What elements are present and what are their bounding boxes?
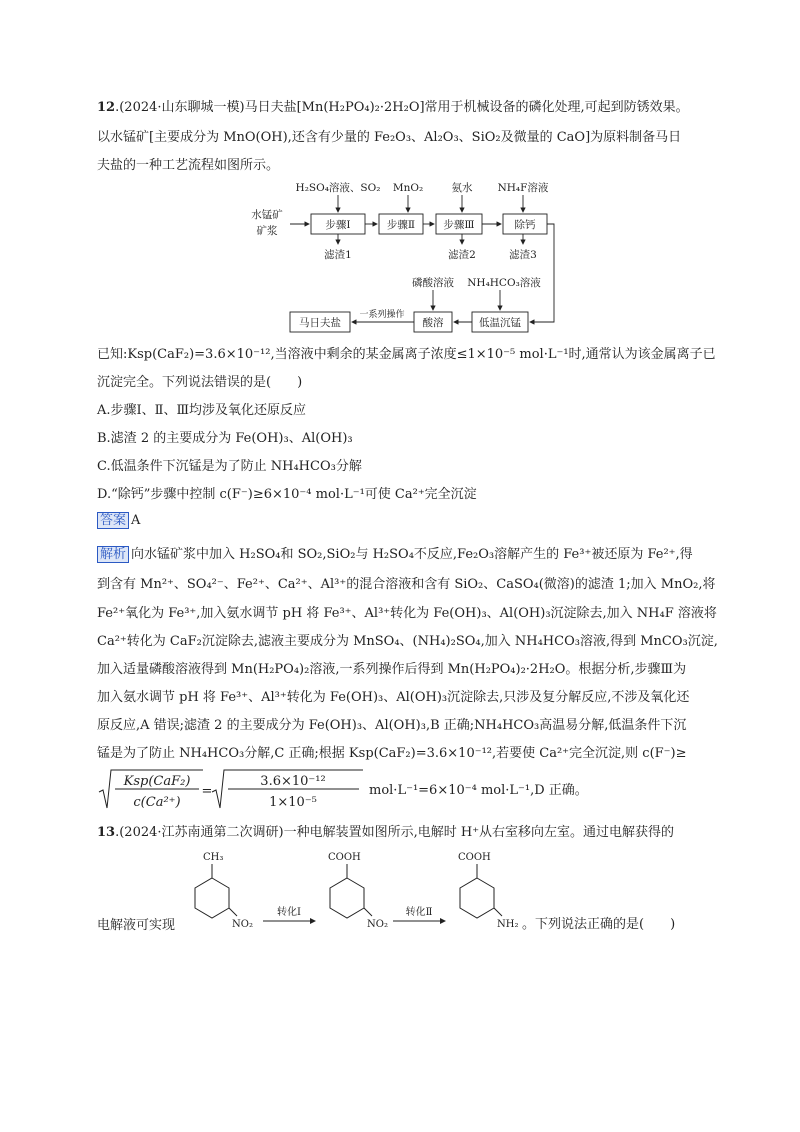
flow-residue-2: 滤渣2	[448, 249, 476, 261]
analysis-line-8: 锰是为了防止 NH₄HCO₃分解,C 正确;根据 Ksp(CaF₂)=3.6×10⁻¹²,若要使 Ca²⁺完全沉淀,则 c(F⁻)≥	[97, 746, 687, 761]
formula-denominator-1: c(Ca²⁺)	[133, 795, 181, 810]
flow-reagent-2: MnO₂	[392, 182, 424, 194]
analysis-line-1	[97, 544, 707, 565]
molecule-3	[460, 864, 502, 918]
flow-step3-label: 步骤Ⅲ	[443, 219, 475, 231]
flow-residue-3: 滤渣3	[509, 249, 537, 261]
flow-reagent-1: H₂SO₄溶液、SO₂	[295, 182, 381, 194]
q12-option-b: B.滤渣 2 的主要成分为 Fe(OH)₃、Al(OH)₃	[97, 431, 353, 446]
flow-series-op: 一系列操作	[359, 310, 405, 320]
q12-source: .(2024·山东聊城一模)	[115, 100, 245, 115]
q13-stem: .(2024·江苏南通第二次调研)一种电解装置如图所示,电解时 H⁺从右室移向左室。通过电解获得的	[115, 825, 675, 840]
flow-bottom-reagent-2: NH₄HCO₃溶液	[467, 277, 541, 289]
formula-tail: mol·L⁻¹=6×10⁻⁴ mol·L⁻¹,D 正确。	[369, 783, 588, 798]
svg-text:=: =	[201, 784, 213, 799]
flow-reagent-3: 氨水	[451, 182, 473, 194]
ksp-formula	[97, 768, 588, 814]
group-cooh-2: COOH	[458, 852, 491, 863]
analysis-line-5: 加入适量磷酸溶液得到 Mn(H₂PO₄)₂溶液,一系列操作后得到 Mn(H₂PO₄)₂·2H₂O。根据分析,步骤Ⅲ为	[97, 662, 687, 677]
formula-numerator-2: 3.6×10⁻¹²	[260, 774, 326, 789]
analysis-line-7: 原反应,A 错误;滤渣 2 的主要成分为 Fe(OH)₃、Al(OH)₃,B 正确;NH₄HCO₃高温易分解,低温条件下沉	[97, 718, 687, 733]
q12-option-a: A.步骤Ⅰ、Ⅱ、Ⅲ均涉及氧化还原反应	[97, 403, 307, 418]
flow-lowtemp-label: 低温沉锰	[479, 317, 521, 329]
flow-residue-1: 滤渣1	[324, 249, 352, 261]
group-cooh-1: COOH	[328, 852, 361, 863]
q12-given-line1: 已知:Ksp(CaF₂)=3.6×10⁻¹²,当溶液中剩余的某金属离子浓度≤1×10⁻⁵ mol·L⁻¹时,通常认为该金属离子已	[97, 347, 716, 362]
q12-number: 12	[97, 100, 116, 115]
group-nh2: NH₂	[497, 919, 519, 930]
q12-answer-line	[97, 510, 707, 531]
answer-value: A	[131, 513, 141, 528]
process-flowchart	[240, 178, 570, 338]
flow-step4-label: 除钙	[514, 219, 536, 231]
flow-step2-label: 步骤Ⅱ	[386, 219, 416, 231]
analysis-tag: 解析	[97, 546, 129, 563]
analysis-text-1: 向水锰矿浆中加入 H₂SO₄和 SO₂,SiO₂与 H₂SO₄不反应,Fe₂O₃溶解产生的 Fe³⁺被还原为 Fe²⁺,得	[131, 547, 693, 562]
formula-denominator-2: 1×10⁻⁵	[269, 795, 317, 810]
q13-line1	[97, 822, 707, 843]
analysis-line-3: Fe²⁺氧化为 Fe³⁺,加入氨水调节 pH 将 Fe³⁺、Al³⁺转化为 Fe(OH)₃、Al(OH)₃沉淀除去,加入 NH₄F 溶液将	[97, 606, 717, 621]
flow-product-label: 马日夫盐	[299, 317, 341, 329]
molecule-2	[330, 864, 372, 918]
q13-suffix: 。下列说法正确的是( )	[522, 917, 676, 932]
flow-raw-1: 水锰矿	[251, 209, 283, 221]
q13-number: 13	[97, 825, 116, 840]
q12-line2: 以水锰矿[主要成分为 MnO(OH),还含有少量的 Fe₂O₃、Al₂O₃、SiO₂及微量的 CaO]为原料制备马日	[97, 130, 682, 145]
analysis-line-4: Ca²⁺转化为 CaF₂沉淀除去,滤液主要成分为 MnSO₄、(NH₄)₂SO₄,加入 NH₄HCO₃溶液,得到 MnCO₃沉淀,	[97, 634, 718, 649]
flow-raw-2: 矿浆	[256, 225, 278, 237]
flow-bottom-reagent-1: 磷酸溶液	[412, 277, 454, 289]
molecule-1	[195, 864, 237, 918]
flow-acid-label: 酸溶	[422, 317, 444, 329]
q12-stem: 马日夫盐[Mn(H₂PO₄)₂·2H₂O]常用于机械设备的磷化处理,可起到防锈效果。	[244, 100, 689, 115]
q12-line3: 夫盐的一种工艺流程如图所示。	[97, 158, 280, 173]
group-no2-2: NO₂	[367, 919, 388, 930]
q12-line1	[97, 97, 707, 118]
q13-prefix: 电解液可实现	[97, 918, 176, 933]
formula-numerator-1: Ksp(CaF₂)	[123, 774, 191, 789]
flow-step1-label: 步骤Ⅰ	[325, 219, 351, 231]
analysis-line-2: 到含有 Mn²⁺、SO₄²⁻、Fe²⁺、Ca²⁺、Al³⁺的混合溶液和含有 SiO₂、CaSO₄(微溶)的滤渣 1;加入 MnO₂,将	[97, 577, 716, 592]
q12-option-d: D.“除钙”步骤中控制 c(F⁻)≥6×10⁻⁴ mol·L⁻¹可使 Ca²⁺完全沉淀	[97, 487, 477, 502]
q12-given-line2: 沉淀完全。下列说法错误的是( )	[97, 375, 303, 390]
conversion-scheme	[185, 846, 685, 938]
flow-reagent-4: NH₄F溶液	[497, 182, 549, 194]
conversion-label-1: 转化Ⅰ	[277, 907, 301, 918]
group-no2-1: NO₂	[232, 919, 253, 930]
answer-tag: 答案	[97, 512, 129, 529]
q12-option-c: C.低温条件下沉锰是为了防止 NH₄HCO₃分解	[97, 459, 362, 474]
analysis-line-6: 加入氨水调节 pH 将 Fe³⁺、Al³⁺转化为 Fe(OH)₃、Al(OH)₃沉淀除去,只涉及复分解反应,不涉及氧化还	[97, 690, 690, 705]
group-ch3: CH₃	[203, 852, 224, 863]
conversion-label-2: 转化Ⅱ	[405, 907, 433, 918]
